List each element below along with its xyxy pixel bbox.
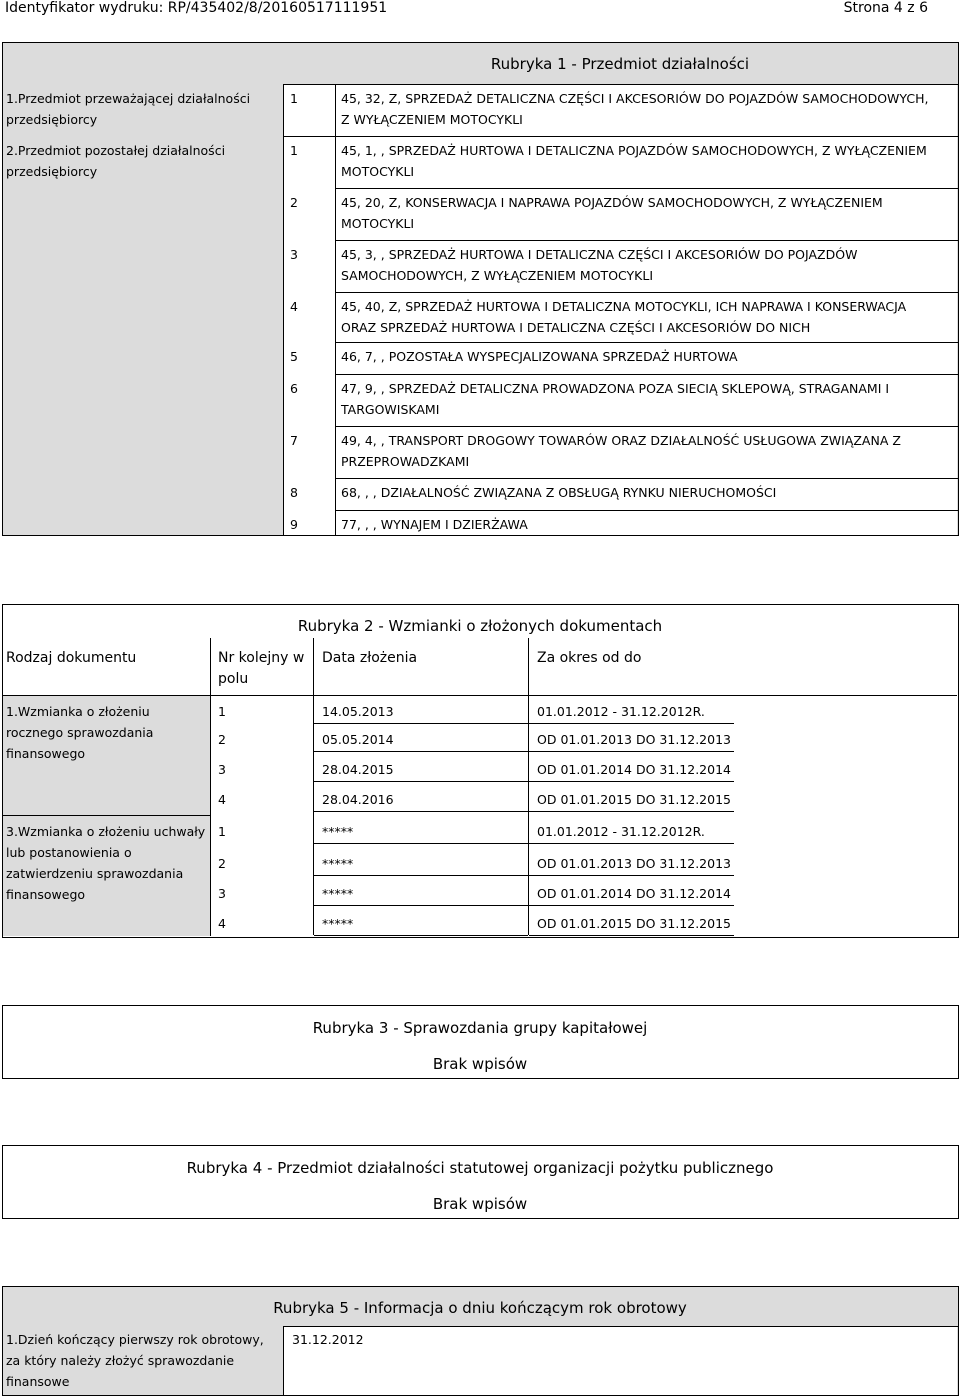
col-separator	[335, 478, 336, 510]
doc-row-line	[529, 723, 734, 724]
rubryka5-divider	[283, 1326, 284, 1395]
page-number: Strona 4 z 6	[843, 0, 928, 16]
doc-row-line	[314, 875, 528, 876]
row-text: ORAZ SPRZEDAŻ HURTOWA I DETALICZNA CZĘŚCI I AKCESORIÓW DO NICH	[341, 320, 811, 335]
row-separator	[335, 374, 958, 375]
row-text: 45, 32, Z, SPRZEDAŻ DETALICZNA CZĘŚCI I AKCESORIÓW DO POJAZDÓW SAMOCHODOWYCH,	[341, 91, 929, 106]
doc-row-data: *****	[322, 916, 354, 931]
row-separator	[335, 426, 958, 427]
doc-row-nr: 4	[218, 792, 226, 807]
header-rodzaj: Rodzaj dokumentu	[6, 650, 137, 666]
col-separator	[335, 84, 336, 136]
row-separator	[335, 188, 958, 189]
row-separator	[335, 342, 958, 343]
row-separator	[335, 292, 958, 293]
doc-row-okres: 01.01.2012 - 31.12.2012R.	[537, 704, 705, 719]
row-separator	[335, 510, 958, 511]
row-text: MOTOCYKLI	[341, 216, 415, 231]
col-separator	[335, 374, 336, 426]
header-sep-3	[528, 638, 529, 695]
row-number: 3	[290, 247, 298, 262]
print-id: Identyfikator wydruku: RP/435402/8/20160517111951	[5, 0, 388, 16]
col-separator	[335, 292, 336, 342]
header-nr-2: polu	[218, 671, 249, 687]
doc-row-line	[529, 875, 734, 876]
row-text: MOTOCYKLI	[341, 164, 415, 179]
doc-row-okres: OD 01.01.2015 DO 31.12.2015	[537, 792, 731, 807]
group-1-label: finansowego	[6, 746, 86, 761]
row-number: 6	[290, 381, 298, 396]
row-text: TARGOWISKAMI	[341, 402, 440, 417]
header-nr-1: Nr kolejny w	[218, 650, 305, 666]
rubryka4-empty: Brak wpisów	[432, 1195, 528, 1213]
col-separator	[335, 426, 336, 478]
doc-row-line	[314, 751, 528, 752]
rubryka1-label-2-line: przedsiębiorcy	[6, 164, 98, 179]
header-sep-1	[210, 638, 211, 695]
doc-row-okres: OD 01.01.2013 DO 31.12.2013	[537, 856, 731, 871]
col-separator	[335, 510, 336, 535]
row-number: 1	[290, 143, 298, 158]
row-text: 45, 3, , SPRZEDAŻ HURTOWA I DETALICZNA CZĘŚCI I AKCESORIÓW DO POJAZDÓW	[341, 247, 858, 262]
doc-row-okres: OD 01.01.2014 DO 31.12.2014	[537, 886, 731, 901]
rubryka5-value: 31.12.2012	[292, 1332, 364, 1347]
doc-row-line	[529, 751, 734, 752]
col-separator	[335, 188, 336, 240]
doc-col-line	[528, 695, 529, 815]
doc-row-data: *****	[322, 824, 354, 839]
doc-row-line	[529, 811, 734, 812]
doc-row-line	[314, 935, 528, 936]
doc-row-line	[529, 843, 734, 844]
col-separator	[335, 240, 336, 292]
col-separator	[335, 136, 336, 188]
doc-row-nr: 2	[218, 732, 226, 747]
row-separator	[283, 136, 958, 137]
doc-row-nr: 2	[218, 856, 226, 871]
group-1-label: 1.Wzmianka o złożeniu	[6, 704, 150, 719]
rubryka5-title: Rubryka 5 - Informacja o dniu kończącym rok obrotowy	[273, 1299, 687, 1317]
doc-row-okres: OD 01.01.2014 DO 31.12.2014	[537, 762, 731, 777]
doc-row-line	[314, 843, 528, 844]
doc-row-line	[314, 811, 528, 812]
rubryka1-divider	[283, 84, 284, 535]
group-1-label: rocznego sprawozdania	[6, 725, 154, 740]
rubryka3-empty: Brak wpisów	[432, 1055, 528, 1073]
row-number: 9	[290, 517, 298, 532]
rubryka2-header-line	[3, 695, 957, 696]
row-number: 1	[290, 91, 298, 106]
doc-row-okres: OD 01.01.2015 DO 31.12.2015	[537, 916, 731, 931]
rubryka4-title: Rubryka 4 - Przedmiot działalności statutowej organizacji pożytku publicznego	[186, 1159, 774, 1177]
rubryka5-value-bg	[283, 1326, 957, 1395]
doc-row-data: 28.04.2015	[322, 762, 394, 777]
doc-col-line	[528, 815, 529, 935]
doc-row-line	[314, 723, 528, 724]
doc-row-data: 05.05.2014	[322, 732, 394, 747]
rubryka5-label-2: za który należy złożyć sprawozdanie	[6, 1353, 235, 1368]
row-number: 2	[290, 195, 298, 210]
rubryka1-label-2-line: 2.Przedmiot pozostałej działalności	[6, 143, 226, 158]
doc-col-line	[313, 695, 314, 815]
rubryka5-top-line	[283, 1326, 958, 1327]
doc-row-nr: 1	[218, 824, 226, 839]
group-2-label: finansowego	[6, 887, 86, 902]
doc-row-okres: OD 01.01.2013 DO 31.12.2013	[537, 732, 731, 747]
header-data: Data złożenia	[322, 650, 418, 666]
group-separator	[3, 815, 210, 816]
doc-row-line	[314, 905, 528, 906]
rubryka2-divider	[210, 695, 211, 936]
doc-row-data: 28.04.2016	[322, 792, 394, 807]
doc-row-nr: 3	[218, 762, 226, 777]
row-text: SAMOCHODOWYCH, Z WYŁĄCZENIEM MOTOCYKLI	[341, 268, 654, 283]
row-text: Z WYŁĄCZENIEM MOTOCYKLI	[341, 112, 523, 127]
row-number: 5	[290, 349, 298, 364]
header-okres: Za okres od do	[537, 650, 642, 666]
col-separator	[335, 342, 336, 374]
doc-row-okres: 01.01.2012 - 31.12.2012R.	[537, 824, 705, 839]
row-text: 45, 40, Z, SPRZEDAŻ HURTOWA I DETALICZNA MOTOCYKLI, ICH NAPRAWA I KONSERWACJA	[341, 299, 907, 314]
rubryka5-label-3: finansowe	[6, 1374, 70, 1389]
row-separator	[335, 240, 958, 241]
group-2-label: zatwierdzeniu sprawozdania	[6, 866, 184, 881]
rubryka1-title: Rubryka 1 - Przedmiot działalności	[490, 55, 750, 73]
rubryka2-title: Rubryka 2 - Wzmianki o złożonych dokumentach	[297, 617, 663, 635]
row-number: 8	[290, 485, 298, 500]
group-2-label: 3.Wzmianka o złożeniu uchwały	[6, 824, 206, 839]
rubryka1-label-1-line: przedsiębiorcy	[6, 112, 98, 127]
row-text: 47, 9, , SPRZEDAŻ DETALICZNA PROWADZONA POZA SIECIĄ SKLEPOWĄ, STRAGANAMI I	[341, 381, 890, 396]
header-sep-2	[313, 638, 314, 695]
group-2-label: lub postanowienia o	[6, 845, 132, 860]
row-separator	[335, 478, 958, 479]
row-number: 4	[290, 299, 298, 314]
row-text: 68, , , DZIAŁALNOŚĆ ZWIĄZANA Z OBSŁUGĄ RYNKU NIERUCHOMOŚCI	[341, 485, 777, 500]
doc-row-nr: 4	[218, 916, 226, 931]
row-number: 7	[290, 433, 298, 448]
doc-col-line	[313, 815, 314, 935]
doc-row-nr: 1	[218, 704, 226, 719]
rubryka5-label-1: 1.Dzień kończący pierwszy rok obrotowy,	[6, 1332, 264, 1347]
row-text: 77, , , WYNAJEM I DZIERŻAWA	[341, 517, 528, 532]
row-text: 45, 1, , SPRZEDAŻ HURTOWA I DETALICZNA POJAZDÓW SAMOCHODOWYCH, Z WYŁĄCZENIEM	[341, 143, 927, 158]
doc-row-data: *****	[322, 886, 354, 901]
row-text: 49, 4, , TRANSPORT DROGOWY TOWARÓW ORAZ DZIAŁALNOŚĆ USŁUGOWA ZWIĄZANA Z	[341, 433, 901, 448]
rubryka1-top-line	[283, 84, 958, 85]
doc-row-line	[529, 905, 734, 906]
rubryka1-label-1-line: 1.Przedmiot przeważającej działalności	[6, 91, 251, 106]
doc-row-line	[314, 781, 528, 782]
doc-row-line	[529, 781, 734, 782]
row-text: PRZEPROWADZKAMI	[341, 454, 470, 469]
row-text: 45, 20, Z, KONSERWACJA I NAPRAWA POJAZDÓW SAMOCHODOWYCH, Z WYŁĄCZENIEM	[341, 195, 883, 210]
doc-row-data: *****	[322, 856, 354, 871]
row-text: 46, 7, , POZOSTAŁA WYSPECJALIZOWANA SPRZEDAŻ HURTOWA	[341, 349, 738, 364]
doc-row-data: 14.05.2013	[322, 704, 394, 719]
doc-row-nr: 3	[218, 886, 226, 901]
doc-row-line	[529, 935, 734, 936]
rubryka3-title: Rubryka 3 - Sprawozdania grupy kapitałowej	[312, 1019, 648, 1037]
